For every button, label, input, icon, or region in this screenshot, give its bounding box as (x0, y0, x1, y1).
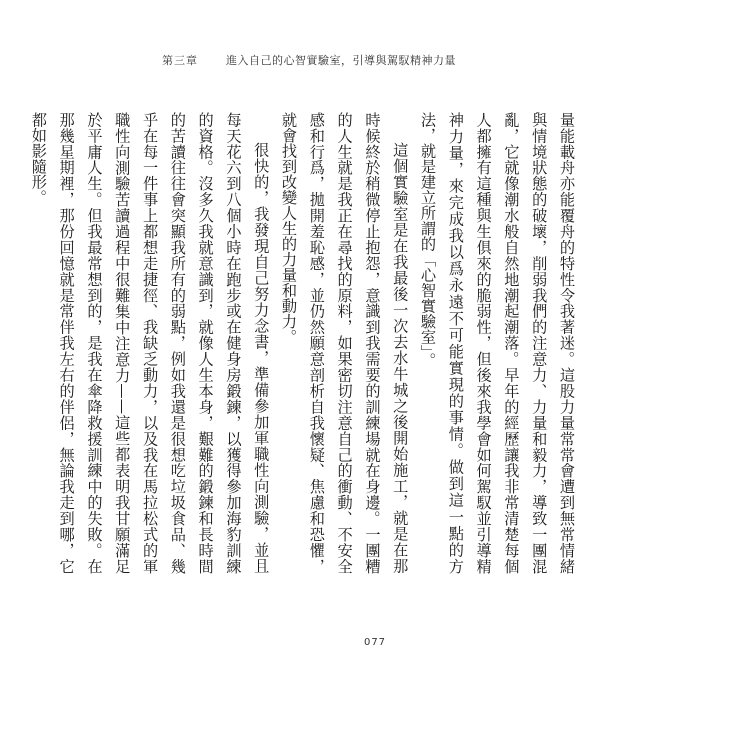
paragraph: 很快的，我發現自己努力念書，準備參加軍職性向測驗，並且每天花六到八個小時在跑步或在健身房鍛鍊，以獲得參加海豹訓練的資格。沒多久我就意識到，就像人生本身，艱難的鍛鍊和長時間的苦讀往往會突顯我所有的弱點，例如我還是很想吃垃圾食品、幾乎在每一件事上都想走捷徑、我缺乏動力，以及我在馬拉松式的軍職性向測驗苦讀過程中很難集中注意力——這些都表明我甘願滿足於平庸人生。但我最常想到的，是我在傘降救援訓練中的失敗。在那幾星期裡，那份回憶就是常伴我左右的伴侶，無論我走到哪，它都如影隨形。 (29, 112, 271, 574)
body-text (29, 112, 580, 574)
running-header (162, 50, 456, 70)
chapter-label: 第三章 (162, 54, 198, 67)
page-number: 077 (363, 637, 387, 648)
chapter-title: 進入自己的心智實驗室，引導與駕馭精神力量 (226, 54, 456, 67)
paragraph: 這個實驗室是在我最後一次去水牛城之後開始施工，就是在那時候終於稍微停止抱怨，意識到我需要的訓練場就在身邊。一團糟的人生就是我正在尋找的原料，如果密切注意自己的衝動、不安全感和行爲，拋開羞恥感，並仍然願意剖析自我懷疑、焦慮和恐懼，就會找到改變人生的力量和動力。 (280, 112, 410, 574)
paragraph-continued: 量能載舟亦能覆舟的特性令我著迷。這股力量常常會遭到無常情緒與情境狀態的破壞，削弱我們的注意力、力量和毅力，導致一團混亂，它就像潮水般自然地潮起潮落。早年的經歷讓我非常清楚每個人都擁有這種與生俱來的脆弱性，但後來我學會如何駕馭並引導精神力量，來完成我以爲永遠不可能實現的事情。做到這一點的方法，就是建立所謂的「心智實驗室」。 (419, 112, 576, 574)
